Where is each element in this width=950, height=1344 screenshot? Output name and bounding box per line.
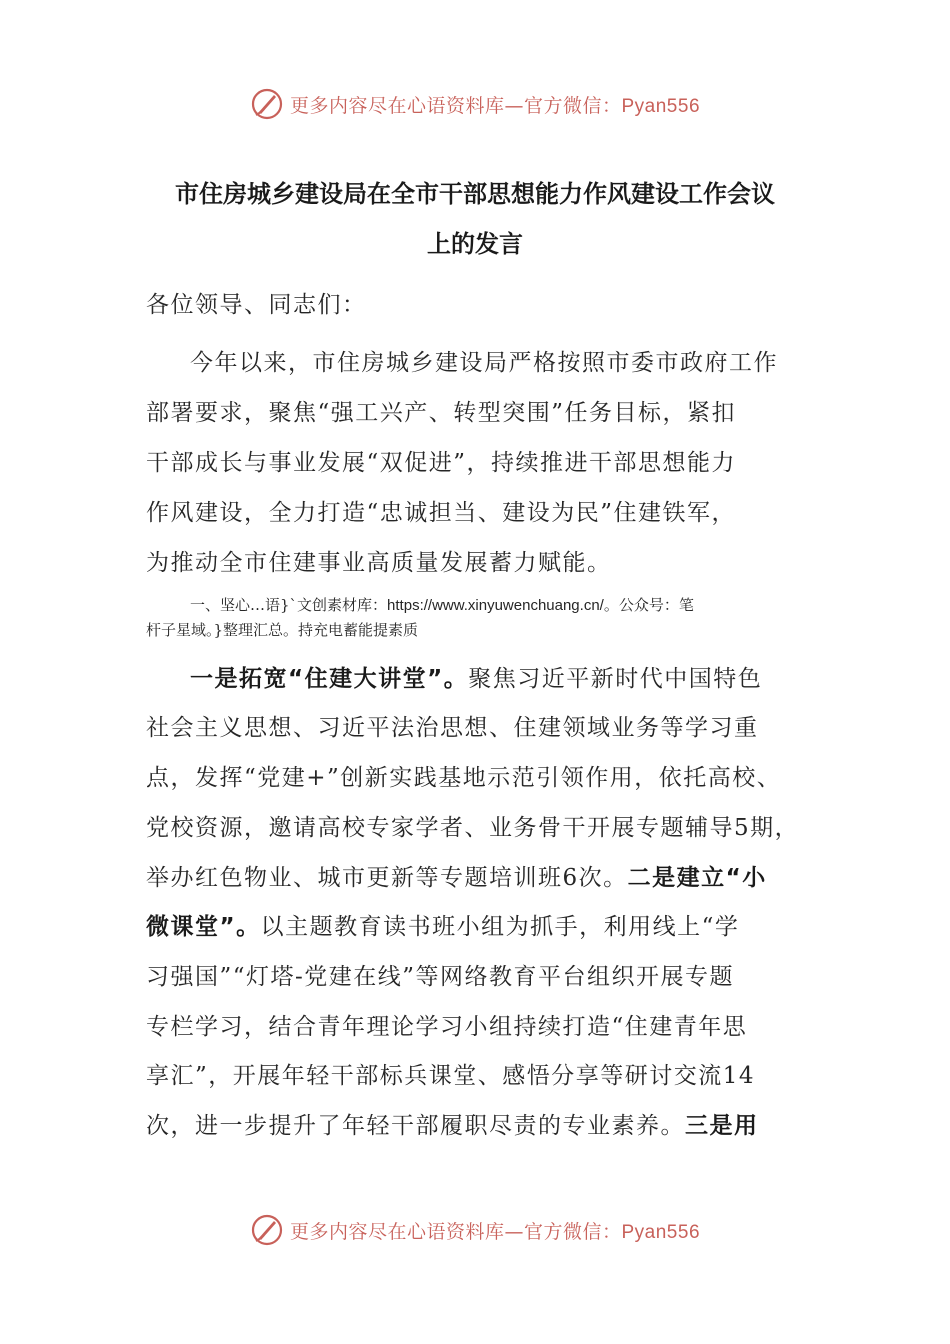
- banner-text: 更多内容尽在心语资料库—官方微信：Pyan556: [289, 94, 701, 117]
- intro-line: 今年以来，市住房城乡建设局严格按照市委市政府工作: [190, 350, 778, 376]
- intro-line: 作风建设，全力打造“忠诚担当、建设为民”住建铁军，: [146, 500, 737, 526]
- source-url-link[interactable]: https://www.xinyuwenchuang.cn/: [387, 597, 604, 614]
- body-line: 习强国”“灯塔-党建在线”等网络教育平台组织开展专题: [146, 964, 735, 990]
- point-two-heading: 二是建立“小: [627, 865, 767, 891]
- banner-text: 更多内容尽在心语资料库—官方微信：Pyan556: [289, 1220, 701, 1243]
- body-line: 举办红色物业、城市更新等专题培训班6次。二是建立“小: [146, 865, 767, 891]
- section-heading-line-2: 杆子星域。}整理汇总。持充电蓄能提素质: [146, 621, 419, 639]
- body-line: 一是拓宽“住建大讲堂”。聚焦习近平新时代中国特色: [190, 666, 763, 692]
- intro-line: 干部成长与事业发展“双促进”，持续推进干部思想能力: [146, 450, 737, 476]
- body-line: 享汇”，开展年轻干部标兵课堂、感悟分享等研讨交流14: [146, 1063, 756, 1089]
- header-watermark-banner: [0, 84, 950, 124]
- body-line: 微课堂”。以主题教育读书班小组为抓手，利用线上“学: [146, 914, 740, 940]
- body-line: 社会主义思想、习近平法治思想、住建领域业务等学习重: [146, 715, 759, 741]
- wechat-handle: Pyan556: [621, 95, 701, 117]
- point-one-heading: 一是拓宽“住建大讲堂”。: [190, 666, 469, 692]
- document-title-line-1: 市住房城乡建设局在全市干部思想能力作风建设工作会议: [175, 180, 775, 208]
- quill-logo-icon: [250, 87, 284, 121]
- body-line: 次，进一步提升了年轻干部履职尽责的专业素养。三是用: [146, 1113, 759, 1139]
- salutation: 各位领导、同志们：: [146, 292, 367, 318]
- quill-logo-icon: [250, 1213, 284, 1247]
- document-title-line-2: 上的发言: [427, 230, 523, 258]
- intro-line: 为推动全市住建事业高质量发展蓄力赋能。: [146, 550, 612, 576]
- body-line: 党校资源，邀请高校专家学者、业务骨干开展专题辅导5期，: [146, 815, 800, 841]
- intro-line: 部署要求，聚焦“强工兴产、转型突围”任务目标，紧扣: [146, 400, 737, 426]
- point-two-heading-cont: 微课堂”。: [146, 914, 261, 940]
- footer-watermark-banner: [0, 1210, 950, 1250]
- body-line: 点，发挥“党建+”创新实践基地示范引领作用，依托高校、: [146, 765, 782, 791]
- point-three-heading: 三是用: [685, 1113, 759, 1139]
- section-heading-line-1: 一、坚心…语}`文创素材库：https://www.xinyuwenchuang.cn/。公众号：笔: [190, 596, 694, 614]
- body-line: 专栏学习，结合青年理论学习小组持续打造“住建青年思: [146, 1014, 748, 1040]
- wechat-handle: Pyan556: [621, 1221, 701, 1243]
